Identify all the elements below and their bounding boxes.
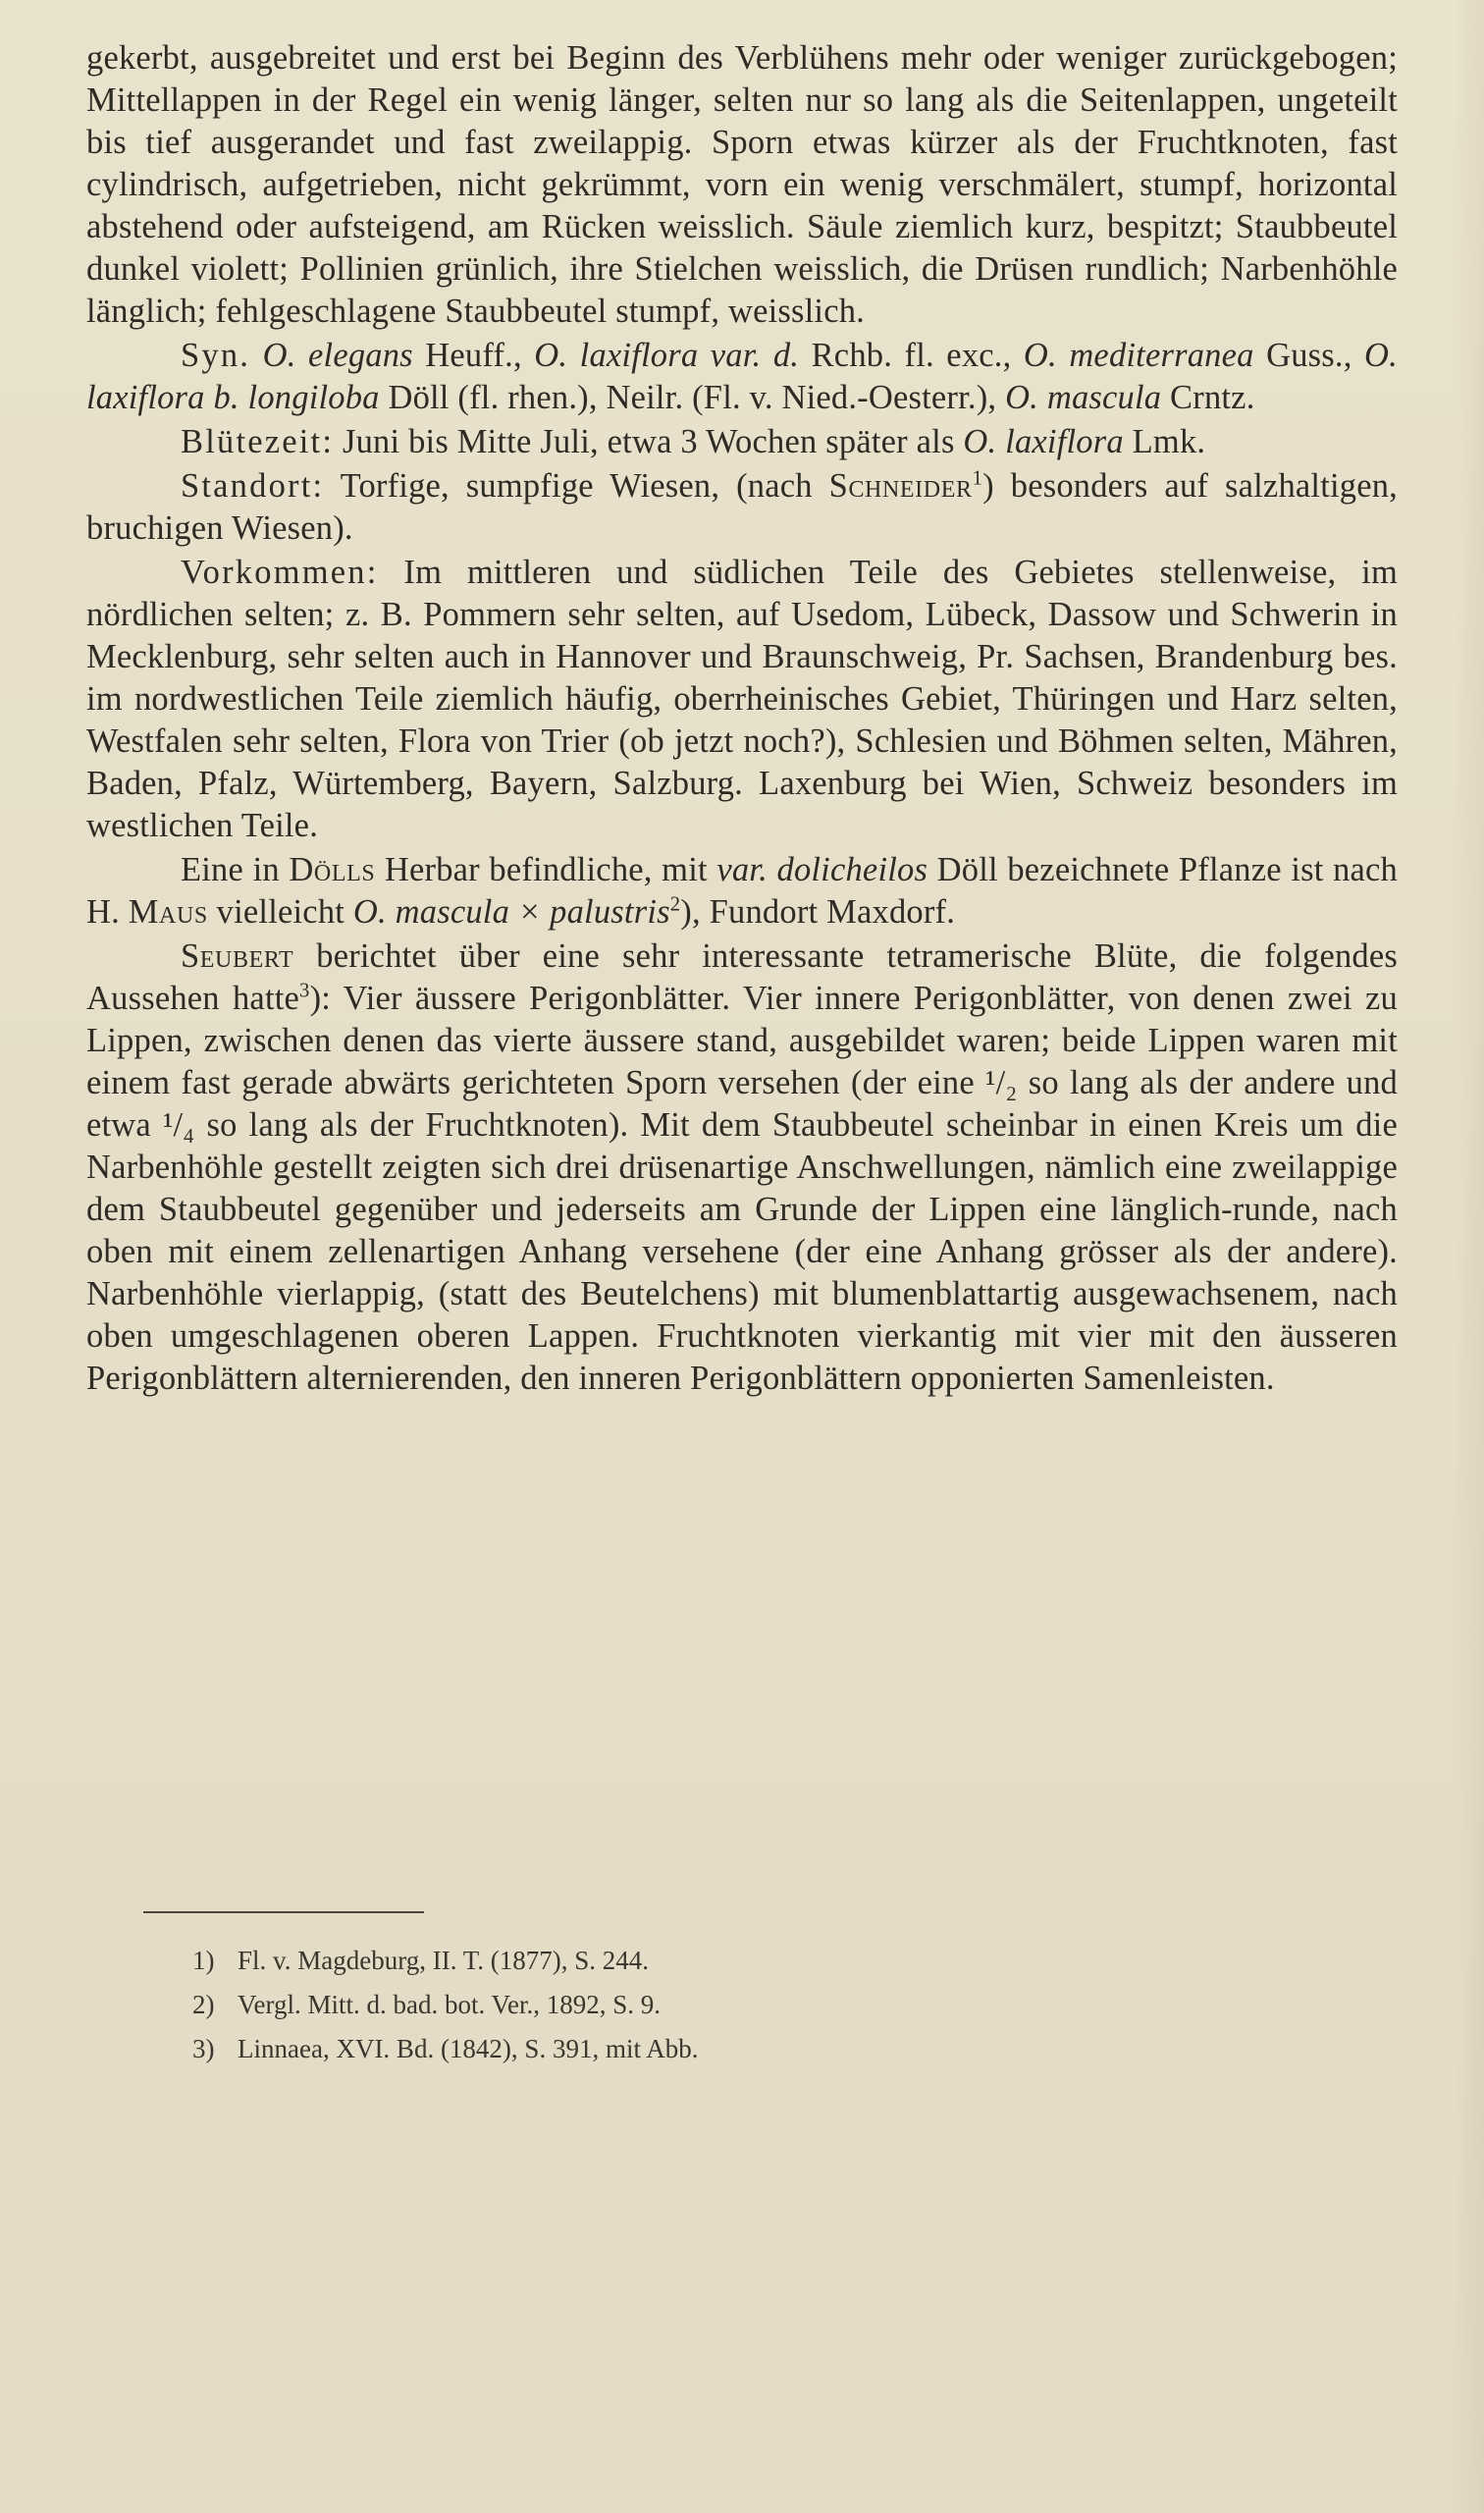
seubert-text: ): Vier äussere Perigonblätter. Vier innere Perigonblätter, von denen zwei zu Lippen, zwischen denen das vierte äussere stand, ausgebildet waren; beide Lippen waren mit einem fast gerade abwärts gerichteten Sporn versehen (der eine xyxy=(86,980,1398,1101)
footnote-number: 1) xyxy=(192,1946,215,1975)
habitat-label: Standort: xyxy=(181,467,325,505)
paragraph-synonyms xyxy=(86,335,1398,419)
footnote-text: Vergl. Mitt. d. bad. bot. Ver., 1892, S. 9. xyxy=(238,1990,662,2019)
footnote-3 xyxy=(192,2027,1272,2071)
doell-text: Eine in xyxy=(181,851,290,888)
footnotes xyxy=(192,1939,1272,2071)
paragraph-doell-herbarium xyxy=(86,849,1398,934)
doell-text: ), Fundort Maxdorf. xyxy=(680,893,956,931)
synonym-name: O. mediterranea xyxy=(1023,337,1254,374)
doell-text: Herbar befindliche, mit xyxy=(375,851,717,888)
fraction: ¹/₄ xyxy=(162,1106,195,1144)
footnote-ref: 3 xyxy=(299,980,310,1002)
paragraph-description: gekerbt, ausgebreitet und erst bei Beginn des Verblühens mehr oder weniger zurückgebogen; Mittellappen in der Regel ein wenig länger, selten nur so lang als die Seitenlappen, ungeteilt bis tief ausgerandet und fast zweilappig. Sporn etwas kürzer als der Fruchtknoten, fast cylindrisch, aufgetrieben, nicht gekrümmt, vorn ein wenig verschmälert, stumpf, horizontal abstehend oder aufsteigend, am Rücken weisslich. Säule ziemlich kurz, bespitzt; Staubbeutel dunkel violett; Pollinien grünlich, ihre Stielchen weisslich, die Drüsen rundlich; Narbenhöhle länglich; fehlgeschlagene Staubbeutel stumpf, weisslich. xyxy=(86,39,1398,330)
distribution-text: Im mittleren und südlichen Teile des Gebietes stellenweise, im nördlichen selten; z. B. Pommern sehr selten, auf Usedom, Lübeck, Dassow und Schwerin in Mecklenburg, sehr selten auch in Hannover und Braunschweig, Pr. Sachsen, Brandenburg bes. im nordwestlichen Teile ziemlich häufig, oberrheinisches Gebiet, Thüringen und Harz selten, Westfalen sehr selten, Flora von Trier (ob jetzt noch?), Schlesien und Böhmen selten, Mähren, Baden, Pfalz, Würtemberg, Bayern, Salzburg. Laxenburg bei Wien, Schweiz besonders im westlichen Teile. xyxy=(86,554,1398,844)
seubert-text: berichtet über eine sehr interessante tetramerische Blüte, die folgendes Aussehen hatte xyxy=(86,937,1398,1017)
synonym-author: Rchb. fl. exc., xyxy=(799,337,1024,374)
page-edge-shadow xyxy=(1455,0,1484,2513)
flowering-time-author: Lmk. xyxy=(1123,423,1206,460)
footnote-text: Linnaea, XVI. Bd. (1842), S. 391, mit Abb. xyxy=(238,2034,699,2063)
footnote-divider xyxy=(143,1911,424,1913)
habitat-text: ) besonders auf salzhaltigen, bruchigen Wiesen). xyxy=(86,467,1398,547)
variety-name: var. dolicheilos xyxy=(716,851,928,888)
synonym-name: O. mascula xyxy=(1005,379,1162,416)
doell-text: vielleicht xyxy=(207,893,353,931)
habitat-text: Torfige, sumpfige Wiesen, (nach xyxy=(324,467,829,505)
synonym-author: Guss., xyxy=(1253,337,1365,374)
footnote-ref: 2 xyxy=(669,893,681,916)
footnote-2 xyxy=(192,1983,1272,2027)
paragraph-habitat xyxy=(86,465,1398,550)
author-name: Maus xyxy=(128,893,208,931)
fraction: ¹/₂ xyxy=(985,1064,1018,1101)
paragraph-flowering-time xyxy=(86,421,1398,463)
synonym-author: Heuff., xyxy=(412,337,535,374)
paragraph-distribution xyxy=(86,552,1398,847)
footnote-text: Fl. v. Magdeburg, II. T. (1877), S. 244. xyxy=(238,1946,649,1975)
author-name: Dölls xyxy=(289,851,376,888)
footnote-1 xyxy=(192,1939,1272,1983)
footnote-number: 2) xyxy=(192,1990,215,2019)
author-name: Schneider xyxy=(828,467,973,505)
flowering-time-label: Blütezeit: xyxy=(181,423,335,460)
seubert-text: so lang als der Fruchtknoten). Mit dem Staubbeutel scheinbar in einen Kreis um die Narbenhöhle gestellt zeigten sich drei drüsenartige Anschwellungen, nämlich eine zweilappige dem Staubbeutel gegenüber und jederseits am Grunde der Lippen eine länglich-runde, nach oben mit einem zellenartigen Anhang versehene (der eine Anhang grösser als der andere). Narbenhöhle vierlappig, (statt des Beutelchens) mit blumenblattartig ausgewachsenem, nach oben umgeschlagenen oberen Lappen. Fruchtknoten vierkantig mit vier mit den äusseren Perigonblättern alternierenden, den inneren Perigonblättern opponierten Samenleisten. xyxy=(86,1106,1398,1397)
synonym-author: Döll (fl. rhen.), Neilr. (Fl. v. Nied.-Oesterr.), xyxy=(379,379,1006,416)
synonym-name: O. elegans xyxy=(262,337,413,374)
footnote-ref: 1 xyxy=(972,467,983,490)
synonym-author: Crntz. xyxy=(1161,379,1255,416)
doell-text: Döll bezeichnete Pflanze ist nach H. xyxy=(86,851,1398,931)
synonym-name: O. laxiflora b. longiloba xyxy=(86,337,1398,416)
body-text xyxy=(86,37,1398,1400)
paragraph-seubert xyxy=(86,936,1398,1400)
seubert-text: so lang als der andere und etwa xyxy=(86,1064,1399,1144)
synonyms-label: Syn. xyxy=(181,337,251,374)
flowering-time-text: Juni bis Mitte Juli, etwa 3 Wochen später als xyxy=(334,423,964,460)
footnote-number: 3) xyxy=(192,2034,215,2063)
author-name: Seubert xyxy=(181,937,294,975)
synonym-name: O. laxiflora var. d. xyxy=(534,337,800,374)
hybrid-name: O. mascula × palustris xyxy=(352,893,670,931)
distribution-label: Vorkommen: xyxy=(181,554,379,591)
species-name: O. laxiflora xyxy=(963,423,1124,460)
